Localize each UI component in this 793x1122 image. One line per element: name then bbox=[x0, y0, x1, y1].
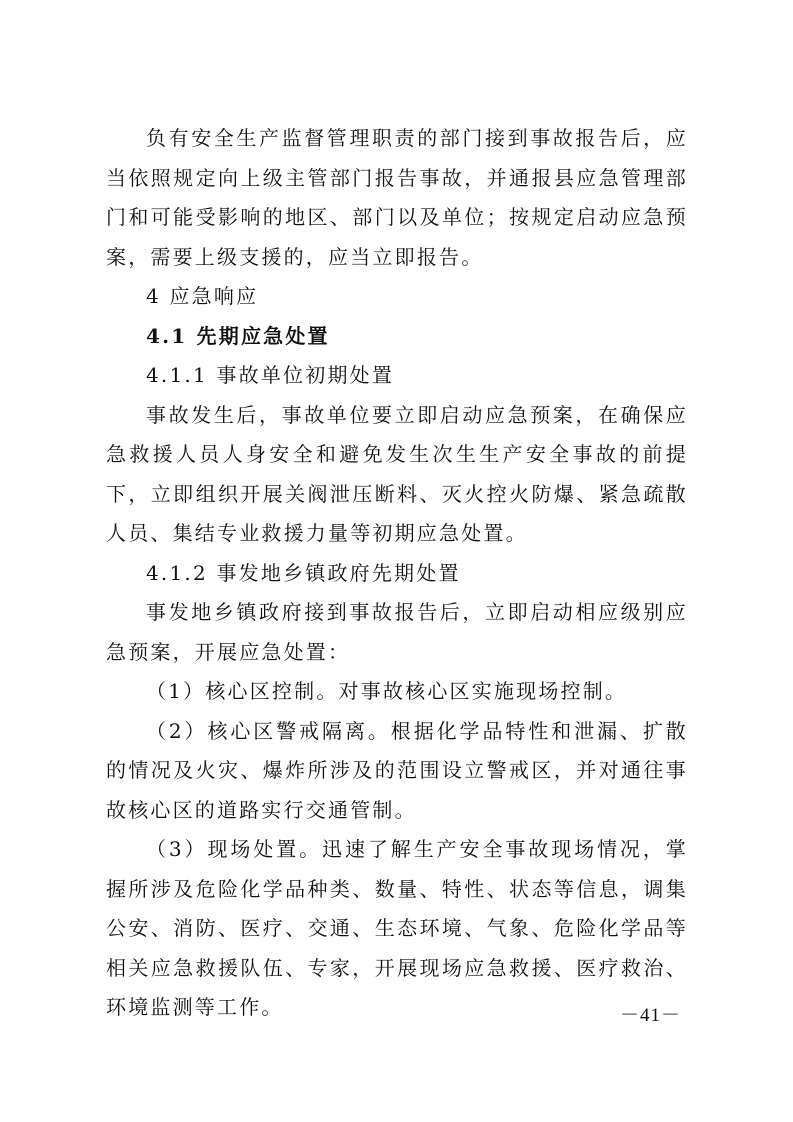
paragraph-initial-disposal: 事故发生后，事故单位要立即启动应急预案，在确保应急救援人员人身安全和避免发生次生生产安全事故的前提下，立即组织开展关阀泄压断料、灭火控火防爆、紧急疏散人员、集结专业救援力量等初期应急处置。 bbox=[106, 402, 688, 545]
page-number: －41－ bbox=[619, 1005, 681, 1026]
section-heading-4-1: 4.1 先期应急处置 bbox=[146, 323, 330, 348]
section-heading-4: 4 应急响应 bbox=[146, 284, 259, 308]
document-body bbox=[106, 119, 688, 1028]
section-heading-4-1-2: 4.1.2 事发地乡镇政府先期处置 bbox=[146, 560, 461, 585]
paragraph-township-response: 事发地乡镇政府接到事故报告后，立即启动相应级别应急预案，开展应急处置： bbox=[106, 600, 688, 664]
list-item-onsite-disposal: （3）现场处置。迅速了解生产安全事故现场情况，掌握所涉及危险化学品种类、数量、特性、状态等信息，调集公安、消防、医疗、交通、生态环境、气象、危险化学品等相关应急救援队伍、专家，开展现场应急救援、医疗救治、环境监测等工作。 bbox=[106, 837, 688, 1019]
section-heading-4-1-1: 4.1.1 事故单位初期处置 bbox=[146, 363, 395, 387]
list-item-core-control: （1）核心区控制。对事故核心区实施现场控制。 bbox=[146, 679, 628, 703]
paragraph-report-duty: 负有安全生产监督管理职责的部门接到事故报告后，应当依照规定向上级主管部门报告事故，并通报县应急管理部门和可能受影响的地区、部门以及单位；按规定启动应急预案，需要上级支援的，应当立即报告。 bbox=[106, 126, 688, 269]
list-item-core-isolation: （2）核心区警戒隔离。根据化学品特性和泄漏、扩散的情况及火灾、爆炸所涉及的范围设立警戒区，并对通往事故核心区的道路实行交通管制。 bbox=[106, 718, 688, 822]
